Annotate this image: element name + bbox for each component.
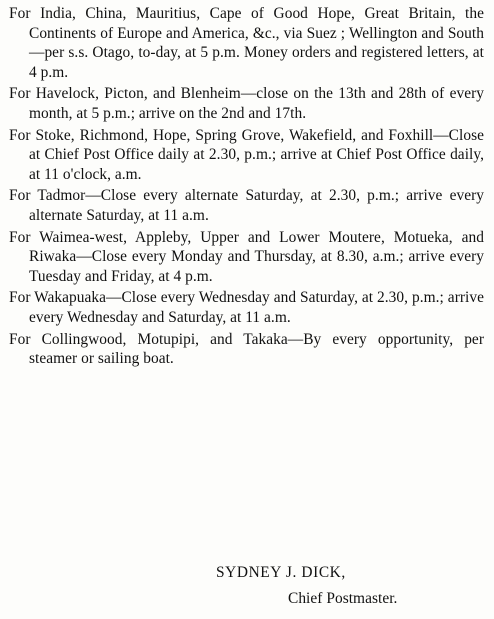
mail-entry-wakapuaka: For Wakapuaka—Close every Wednesday and Saturday, at 2.30, p.m.; arrive every Wednesday and Saturday, at 11 a.m. [9,289,484,326]
mail-schedule [9,4,484,371]
mail-entry-waimea-west: For Waimea-west, Appleby, Upper and Lower Moutere, Motueka, and Riwaka—Close every Monday and Thursday, at 8.30, a.m.; arrive every Tuesday and Friday, at 4 p.m. [9,228,484,285]
signatory-title: Chief Postmaster. [288,590,398,607]
mail-entry-havelock: For Havelock, Picton, and Blenheim—close on the 13th and 28th of every month, at 5 p.m.; arrive on the 2nd and 17th. [9,85,484,122]
mail-entry-overseas: For India, China, Mauritius, Cape of Good Hope, Great Britain, the Continents of Europe and America, &c., via Suez ; Wellington and South—per s.s. Otago, to-day, at 5 p.m. Money orders and registered letters, at 4 p.m. [9,5,484,81]
signatory-name: SYDNEY J. DICK, [216,564,346,581]
mail-entry-collingwood: For Collingwood, Motupipi, and Takaka—By every opportunity, per steamer or sailing boat. [9,330,484,368]
mail-entry-tadmor: For Tadmor—Close every alternate Saturday, at 2.30, p.m.; arrive every alternate Saturday, at 11 a.m. [9,187,484,224]
mail-entry-stoke: For Stoke, Richmond, Hope, Spring Grove, Wakefield, and Foxhill—Close at Chief Post Office daily at 2.30, p.m.; arrive at Chief Post Office daily, at 11 o'clock, a.m. [9,126,484,183]
